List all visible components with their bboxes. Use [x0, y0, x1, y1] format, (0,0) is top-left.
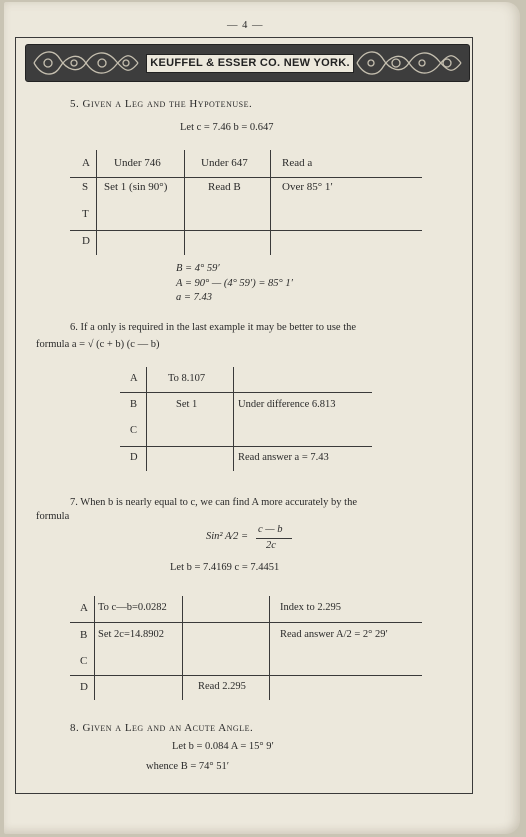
table-cell: C: [130, 425, 138, 436]
table-cell: A: [80, 602, 88, 614]
section-6-text-2: formula a = √ (c + b) (c — b): [36, 339, 160, 350]
table-cell: A: [130, 373, 138, 384]
table-cell: To 8.107: [168, 373, 206, 384]
table-cell: Read a: [282, 157, 313, 169]
table-cell: A: [82, 157, 90, 169]
table-cell: B: [80, 629, 88, 641]
section-7-formula-numerator: c — b: [258, 524, 283, 535]
table-cell: Read 2.295: [198, 681, 246, 692]
banner-title: KEUFFEL & ESSER CO. NEW YORK.: [146, 54, 354, 73]
section-5-result-2: A = 90° — (4° 59′) = 85° 1′: [176, 278, 293, 289]
section-7-formula-lhs: Sin² A⁄2 =: [206, 531, 249, 542]
section-7-given: Let b = 7.4169 c = 7.4451: [170, 562, 280, 573]
table-cell: T: [82, 208, 89, 220]
section-7-formula-denominator: 2c: [266, 540, 276, 551]
table-cell: D: [80, 681, 88, 693]
section-5-result-1: B = 4° 59′: [176, 263, 220, 274]
section-8-whence: whence B = 74° 51′: [146, 761, 229, 772]
table-cell: Set 2c=14.8902: [98, 629, 164, 640]
table-cell: Read answer A/2 = 2° 29′: [280, 629, 388, 640]
table-cell: Under 746: [114, 157, 161, 169]
table-cell: S: [82, 181, 89, 193]
section-7-text-2: formula: [36, 511, 70, 522]
section-5-result-3: a = 7.43: [176, 292, 212, 303]
section-5-given: Let c = 7.46 b = 0.647: [180, 122, 274, 133]
table-cell: B: [130, 399, 138, 410]
table-cell: Read answer a = 7.43: [238, 452, 329, 463]
table-cell: Read B: [208, 181, 241, 193]
table-cell: D: [82, 235, 90, 247]
table-cell: Under difference 6.813: [238, 399, 336, 410]
table-cell: Over 85° 1′: [282, 181, 333, 193]
table-cell: Set 1: [176, 399, 198, 410]
section-8-heading: 8. Given a Leg and an Acute Angle.: [70, 722, 254, 734]
table-cell: To c—b=0.0282: [98, 602, 167, 613]
table-cell: D: [130, 452, 138, 463]
publisher-banner: [25, 44, 470, 82]
section-5-heading: 5. Given a Leg and the Hypotenuse.: [70, 98, 253, 110]
section-7-text-1: 7. When b is nearly equal to c, we can find A more accurately by the: [70, 497, 357, 508]
table-cell: Under 647: [201, 157, 248, 169]
page-number: — 4 —: [227, 20, 264, 31]
section-6-text-1: 6. If a only is required in the last example it may be better to use the: [70, 322, 357, 333]
table-cell: Set 1 (sin 90°): [104, 181, 168, 193]
table-cell: Index to 2.295: [280, 602, 341, 613]
section-8-given: Let b = 0.084 A = 15° 9′: [172, 741, 274, 752]
table-cell: C: [80, 655, 88, 667]
